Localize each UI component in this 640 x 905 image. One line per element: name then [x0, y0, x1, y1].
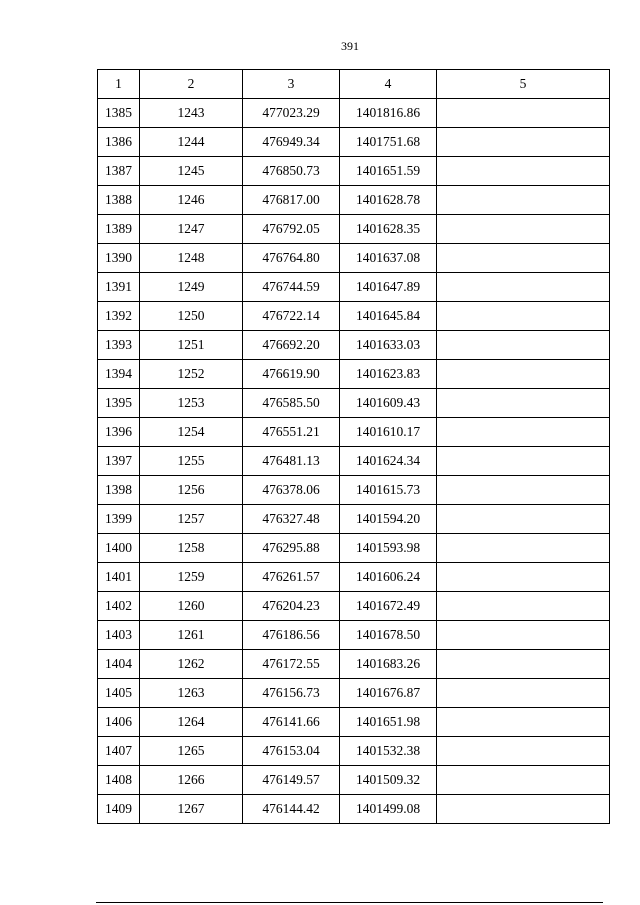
- table-cell-col-2: 1250: [140, 302, 243, 331]
- table-cell-col-1: 1385: [98, 99, 140, 128]
- table-cell-col-3: 476722.14: [243, 302, 340, 331]
- table-cell-col-2: 1262: [140, 650, 243, 679]
- column-header-5: 5: [437, 70, 610, 99]
- table-cell-col-3: 476481.13: [243, 447, 340, 476]
- table-cell-col-1: 1398: [98, 476, 140, 505]
- table-row: [98, 128, 610, 157]
- table-cell-col-1: 1400: [98, 534, 140, 563]
- table-row: [98, 215, 610, 244]
- table-row: [98, 476, 610, 505]
- table-cell-col-1: 1401: [98, 563, 140, 592]
- table-cell-col-4: 1401628.35: [340, 215, 437, 244]
- table-cell-col-3: 476144.42: [243, 795, 340, 824]
- table-cell-col-5: [437, 679, 610, 708]
- column-header-2: 2: [140, 70, 243, 99]
- table-cell-col-4: 1401499.08: [340, 795, 437, 824]
- table-cell-col-3: 476261.57: [243, 563, 340, 592]
- table-cell-col-2: 1258: [140, 534, 243, 563]
- table-row: [98, 331, 610, 360]
- coordinates-table: [97, 69, 610, 824]
- table-row: [98, 534, 610, 563]
- table-cell-col-3: 476186.56: [243, 621, 340, 650]
- table-cell-col-5: [437, 447, 610, 476]
- table-cell-col-5: [437, 592, 610, 621]
- table-cell-col-3: 476295.88: [243, 534, 340, 563]
- table-cell-col-2: 1263: [140, 679, 243, 708]
- table-cell-col-2: 1264: [140, 708, 243, 737]
- table-cell-col-4: 1401633.03: [340, 331, 437, 360]
- table-row: [98, 447, 610, 476]
- table-cell-col-1: 1407: [98, 737, 140, 766]
- table-row: [98, 505, 610, 534]
- table-cell-col-1: 1396: [98, 418, 140, 447]
- table-cell-col-5: [437, 157, 610, 186]
- table-header: [98, 70, 610, 99]
- table-cell-col-3: 476327.48: [243, 505, 340, 534]
- table-cell-col-3: 476172.55: [243, 650, 340, 679]
- table-row: [98, 273, 610, 302]
- table-row: [98, 650, 610, 679]
- table-row: [98, 737, 610, 766]
- table-cell-col-5: [437, 302, 610, 331]
- table-cell-col-1: 1392: [98, 302, 140, 331]
- table-cell-col-4: 1401647.89: [340, 273, 437, 302]
- table-row: [98, 708, 610, 737]
- table-cell-col-4: 1401532.38: [340, 737, 437, 766]
- table-cell-col-4: 1401615.73: [340, 476, 437, 505]
- footer-divider: [96, 902, 603, 903]
- table-cell-col-1: 1403: [98, 621, 140, 650]
- table-cell-col-1: 1397: [98, 447, 140, 476]
- table-cell-col-1: 1393: [98, 331, 140, 360]
- table-row: [98, 186, 610, 215]
- table-row: [98, 592, 610, 621]
- table-cell-col-4: 1401651.59: [340, 157, 437, 186]
- table-cell-col-3: 476817.00: [243, 186, 340, 215]
- table-cell-col-1: 1405: [98, 679, 140, 708]
- table-cell-col-2: 1245: [140, 157, 243, 186]
- table-cell-col-5: [437, 766, 610, 795]
- table-cell-col-2: 1261: [140, 621, 243, 650]
- page-number: 391: [341, 39, 359, 53]
- table-cell-col-4: 1401606.24: [340, 563, 437, 592]
- table-row: [98, 418, 610, 447]
- table-row: [98, 157, 610, 186]
- table-cell-col-2: 1246: [140, 186, 243, 215]
- table-cell-col-4: 1401651.98: [340, 708, 437, 737]
- table-body: [98, 99, 610, 824]
- table-cell-col-5: [437, 418, 610, 447]
- table-cell-col-4: 1401509.32: [340, 766, 437, 795]
- table-cell-col-5: [437, 737, 610, 766]
- column-header-3: 3: [243, 70, 340, 99]
- table-row: [98, 99, 610, 128]
- table-cell-col-1: 1395: [98, 389, 140, 418]
- table-cell-col-1: 1390: [98, 244, 140, 273]
- table-cell-col-4: 1401610.17: [340, 418, 437, 447]
- table-cell-col-3: 476792.05: [243, 215, 340, 244]
- table-cell-col-5: [437, 99, 610, 128]
- table-cell-col-1: 1408: [98, 766, 140, 795]
- table-cell-col-1: 1399: [98, 505, 140, 534]
- table-cell-col-1: 1409: [98, 795, 140, 824]
- table-cell-col-2: 1247: [140, 215, 243, 244]
- table-cell-col-3: 476692.20: [243, 331, 340, 360]
- table-cell-col-4: 1401593.98: [340, 534, 437, 563]
- table-cell-col-5: [437, 476, 610, 505]
- table-cell-col-1: 1402: [98, 592, 140, 621]
- table-row: [98, 621, 610, 650]
- table-cell-col-2: 1267: [140, 795, 243, 824]
- table-cell-col-5: [437, 708, 610, 737]
- table-cell-col-4: 1401645.84: [340, 302, 437, 331]
- table-cell-col-5: [437, 273, 610, 302]
- table-cell-col-5: [437, 563, 610, 592]
- table-cell-col-3: 476949.34: [243, 128, 340, 157]
- table-cell-col-2: 1265: [140, 737, 243, 766]
- table-cell-col-4: 1401676.87: [340, 679, 437, 708]
- table-cell-col-2: 1244: [140, 128, 243, 157]
- table-cell-col-3: 476141.66: [243, 708, 340, 737]
- table-cell-col-3: 476585.50: [243, 389, 340, 418]
- table-cell-col-1: 1391: [98, 273, 140, 302]
- table-cell-col-4: 1401672.49: [340, 592, 437, 621]
- table-cell-col-3: 476619.90: [243, 360, 340, 389]
- table-cell-col-4: 1401628.78: [340, 186, 437, 215]
- table-cell-col-3: 477023.29: [243, 99, 340, 128]
- table-cell-col-5: [437, 650, 610, 679]
- table-cell-col-1: 1404: [98, 650, 140, 679]
- table-cell-col-2: 1255: [140, 447, 243, 476]
- table-row: [98, 563, 610, 592]
- table-cell-col-2: 1256: [140, 476, 243, 505]
- table-row: [98, 795, 610, 824]
- table-cell-col-1: 1387: [98, 157, 140, 186]
- table-cell-col-5: [437, 128, 610, 157]
- table-cell-col-2: 1252: [140, 360, 243, 389]
- table-cell-col-2: 1251: [140, 331, 243, 360]
- table-cell-col-1: 1394: [98, 360, 140, 389]
- table-cell-col-2: 1248: [140, 244, 243, 273]
- table-cell-col-3: 476744.59: [243, 273, 340, 302]
- table-row: [98, 244, 610, 273]
- table-cell-col-4: 1401609.43: [340, 389, 437, 418]
- table-cell-col-5: [437, 505, 610, 534]
- table-row: [98, 360, 610, 389]
- table-cell-col-3: 476850.73: [243, 157, 340, 186]
- table-cell-col-4: 1401637.08: [340, 244, 437, 273]
- table-cell-col-5: [437, 389, 610, 418]
- table-cell-col-3: 476551.21: [243, 418, 340, 447]
- table-cell-col-2: 1249: [140, 273, 243, 302]
- table-row: [98, 302, 610, 331]
- table-cell-col-5: [437, 331, 610, 360]
- table-cell-col-4: 1401683.26: [340, 650, 437, 679]
- table-cell-col-5: [437, 186, 610, 215]
- column-header-1: 1: [98, 70, 140, 99]
- table-row: [98, 679, 610, 708]
- table-cell-col-4: 1401678.50: [340, 621, 437, 650]
- table-cell-col-5: [437, 795, 610, 824]
- table-cell-col-1: 1388: [98, 186, 140, 215]
- table-cell-col-3: 476204.23: [243, 592, 340, 621]
- table-cell-col-2: 1257: [140, 505, 243, 534]
- table-cell-col-4: 1401594.20: [340, 505, 437, 534]
- table-cell-col-4: 1401623.83: [340, 360, 437, 389]
- table-cell-col-3: 476764.80: [243, 244, 340, 273]
- table-row: [98, 389, 610, 418]
- table-cell-col-5: [437, 215, 610, 244]
- table-cell-col-5: [437, 244, 610, 273]
- table-cell-col-2: 1259: [140, 563, 243, 592]
- table-cell-col-1: 1386: [98, 128, 140, 157]
- table-cell-col-2: 1260: [140, 592, 243, 621]
- table-cell-col-4: 1401751.68: [340, 128, 437, 157]
- table-cell-col-4: 1401624.34: [340, 447, 437, 476]
- table-cell-col-5: [437, 360, 610, 389]
- table-cell-col-3: 476156.73: [243, 679, 340, 708]
- table-cell-col-2: 1266: [140, 766, 243, 795]
- table-cell-col-5: [437, 534, 610, 563]
- table-cell-col-2: 1253: [140, 389, 243, 418]
- table-cell-col-3: 476153.04: [243, 737, 340, 766]
- table-cell-col-1: 1389: [98, 215, 140, 244]
- table-cell-col-2: 1243: [140, 99, 243, 128]
- table-row: [98, 766, 610, 795]
- table-cell-col-4: 1401816.86: [340, 99, 437, 128]
- header-row: [98, 70, 610, 99]
- table-cell-col-1: 1406: [98, 708, 140, 737]
- table-cell-col-3: 476378.06: [243, 476, 340, 505]
- table-cell-col-2: 1254: [140, 418, 243, 447]
- table-cell-col-3: 476149.57: [243, 766, 340, 795]
- table-cell-col-5: [437, 621, 610, 650]
- column-header-4: 4: [340, 70, 437, 99]
